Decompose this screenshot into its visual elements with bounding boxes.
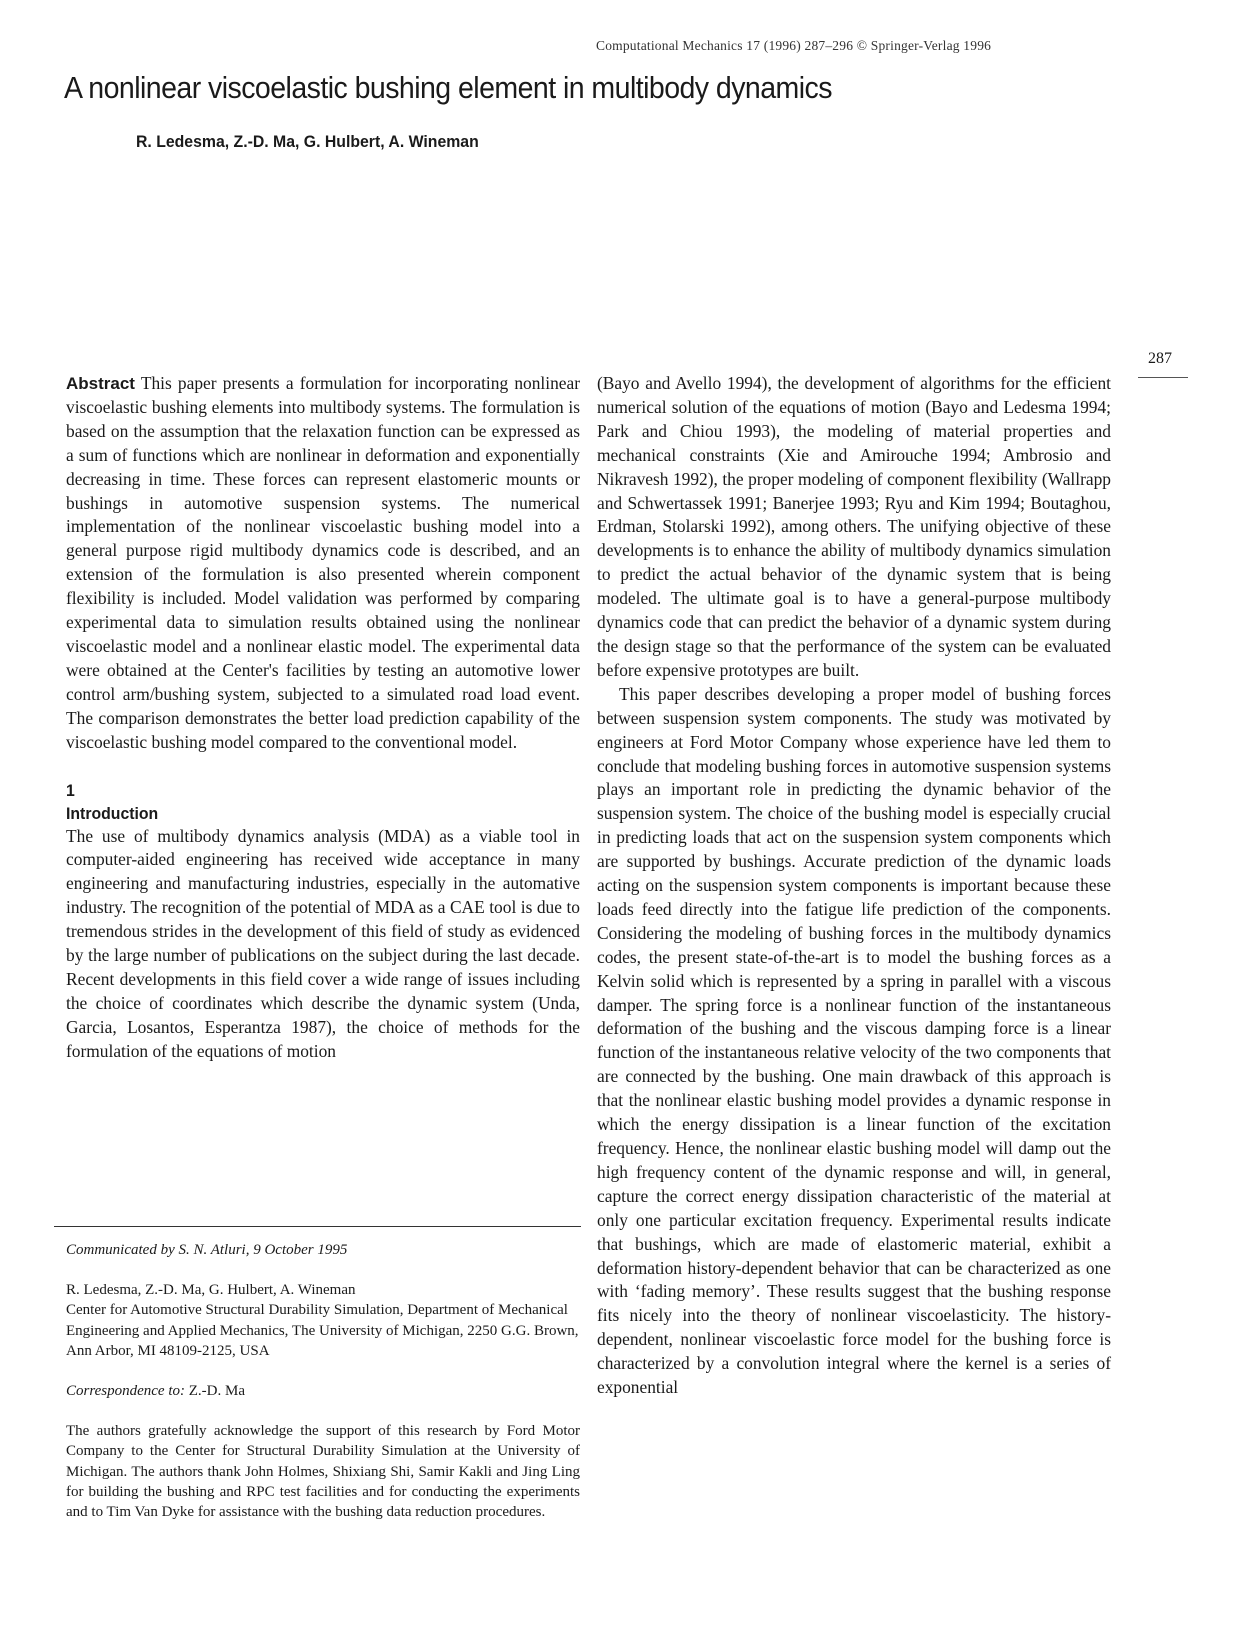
page-number: 287 [1148,350,1172,367]
intro-paragraph-2: This paper describes developing a proper model of bushing forces between suspension system components. The study was motivated by engineers at Ford Motor Company whose experience have led them to conclude that modeling bushing forces in automotive suspension systems plays an important role in predicting the dynamic behavior of the suspension system. The choice of the bushing model is especially crucial in predicting loads that act on the suspension system components which are supported by bushings. Accurate prediction of the dynamic loads acting on the suspension system components is important because these loads feed directly into the fatigue life prediction of the components. Considering the modeling of bushing forces in the multibody dynamics codes, the present state-of-the-art is to model the bushing forces as a Kelvin solid which is represented by a spring in parallel with a viscous damper. The spring force is a nonlinear function of the instantaneous deformation of the bushing and the viscous damping force is a linear function of the instantaneous relative velocity of the two components that are connected by the bushing. One main drawback of this approach is that the nonlinear elastic bushing model provides a dynamic response in which the energy dissipation is a linear function of the excitation frequency. Hence, the nonlinear elastic bushing model will damp out the high frequency content of the dynamic response and will, in general, capture the correct energy dissipation characteristic of the material at only one particular excitation frequency. Experimental results indicate that bushings, which are made of elastomeric material, exhibit a deformation history-dependent behavior that can be characterized as one with ‘fading memory’. These results suggest that the bushing response fits nicely into the theory of nonlinear viscoelasticity. The history-dependent, nonlinear viscoelastic force model for the bushing force is characterized by a convolution integral where the kernel is a series of exponential [597,683,1111,1398]
journal-citation: Computational Mechanics 17 (1996) 287–296 © Springer-Verlag 1996 [596,38,992,53]
paper-title: A nonlinear viscoelastic bushing element in multibody dynamics [64,70,832,105]
correspondence-note [66,1381,580,1401]
intro-paragraph-1: The use of multibody dynamics analysis (MDA) as a viable tool in computer-aided engineering has received wide acceptance in many engineering and manufacturing industries, especially in the automative industry. The recognition of the potential of MDA as a CAE tool is due to tremendous strides in the development of this field of study as evidenced by the large number of publications on the subject during the last decade. Recent developments in this field cover a wide range of issues including the choice of coordinates which describe the dynamic system (Unda, Garcia, Losantos, Esperantza 1987), the choice of methods for the formulation of the equations of motion [66,825,580,1061]
abstract [66,372,580,755]
page-number-rule [1138,377,1188,378]
section-number: 1 [66,780,75,800]
affiliation [66,1280,580,1361]
right-column [597,372,1111,1400]
left-column [66,372,580,1064]
correspondence-name: Z.-D. Ma [188,1383,246,1400]
affiliation-names: R. Ledesma, Z.-D. Ma, G. Hulbert, A. Wineman [66,1282,356,1299]
abstract-label: Abstract [66,374,135,393]
acknowledgment: The authors gratefully acknowledge the support of this research by Ford Motor Company to the Center for Structural Durability Simulation at the University of Michigan. The authors thank John Holmes, Shixiang Shi, Samir Kakli and Jing Ling for building the bushing and RPC test facilities and for conducting the experiments and to Tim Van Dyke for assistance with the bushing data reduction procedures. [66,1423,580,1521]
footnotes [66,1240,580,1522]
abstract-text: This paper presents a formulation for incorporating nonlinear viscoelastic bushing elements into multibody systems. The formulation is based on the assumption that the relaxation function can be expressed as a sum of functions which are nonlinear in deformation and exponentially decreasing in time. These forces can represent elastomeric mounts or bushings in automotive suspension systems. The numerical implementation of the nonlinear viscoelastic bushing model into a general purpose rigid multibody dynamics code is described, and an extension of the formulation is also presented wherein component flexibility is included. Model validation was performed by comparing experimental data to simulation results obtained using the nonlinear viscoelastic model and a nonlinear elastic model. The experimental data were obtained at the Center's facilities by testing an automotive lower control arm/bushing system, subjected to a simulated road load event. The comparison demonstrates the better load prediction capability of the viscoelastic bushing model compared to the conventional model. [66,373,580,752]
intro-paragraph-1-cont: (Bayo and Avello 1994), the development of algorithms for the efficient numerical solution of the equations of motion (Bayo and Ledesma 1994; Park and Chiou 1993), the modeling of material properties and mechanical constraints (Xie and Amirouche 1994; Ambrosio and Nikravesh 1992), the proper modeling of component flexibility (Wallrapp and Schwertassek 1991; Banerjee 1993; Ryu and Kim 1994; Boutaghou, Erdman, Stolarski 1992), among others. The unifying objective of these developments is to enhance the ability of multibody dynamics simulation to predict the actual behavior of the dynamic system that is being modeled. The ultimate goal is to have a general-purpose multibody dynamics code that can predict the behavior of a dynamic system during the design stage so that the performance of the system can be evaluated before expensive prototypes are built. [597,373,1111,680]
author-list: R. Ledesma, Z.-D. Ma, G. Hulbert, A. Wineman [136,132,479,151]
footnote-rule [54,1226,581,1227]
affiliation-address: Center for Automotive Structural Durability Simulation, Department of Mechanical Engineering and Applied Mechanics, The University of Michigan, 2250 G.G. Brown, Ann Arbor, MI 48109-2125, USA [66,1302,579,1359]
section-title: Introduction [66,803,159,823]
correspondence-label: Correspondence to: [66,1383,186,1400]
communicated-note: Communicated by S. N. Atluri, 9 October 1995 [66,1242,348,1258]
